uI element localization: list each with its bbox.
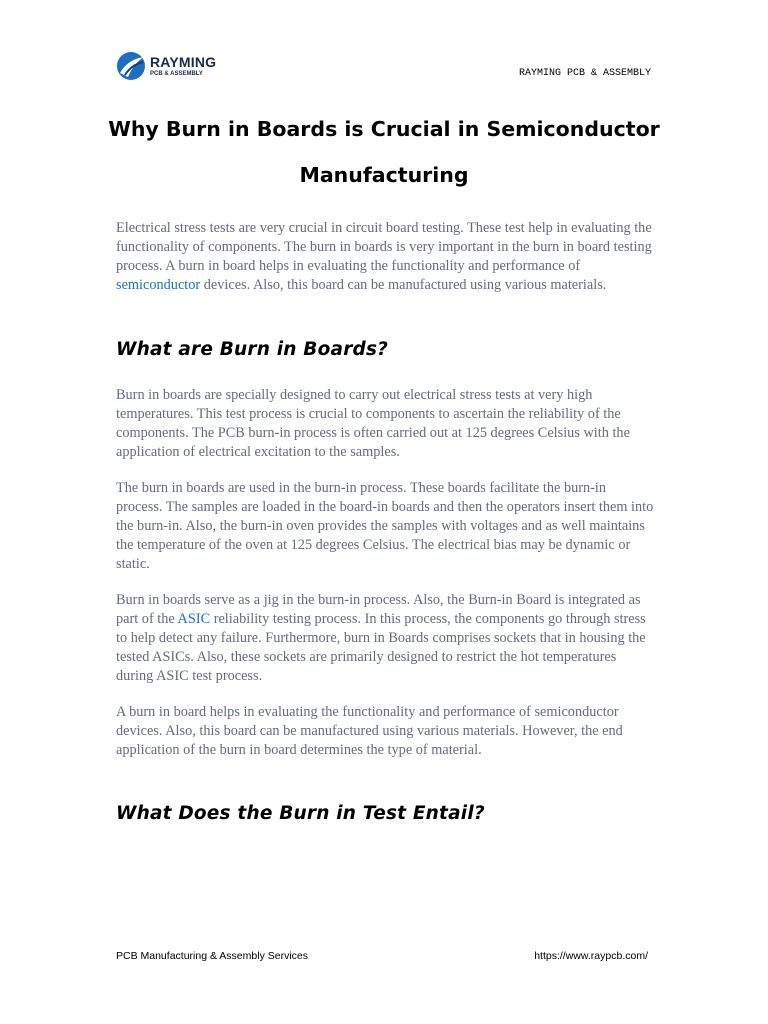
section1-paragraph-3 bbox=[116, 591, 656, 686]
footer-url[interactable]: https://www.raypcb.com/ bbox=[534, 950, 648, 962]
section1-paragraph-2: The burn in boards are used in the burn-in process. These boards facilitate the burn-in process. The samples are loaded in the board-in boards and then the operators insert them into the burn-in. Also, the burn-in oven provides the samples with voltages and as well maintains the temperature of the oven at 125 degrees Celsius. The electrical bias may be dynamic or static. bbox=[116, 480, 654, 572]
p3-text-after: reliability testing process. In this process, the components go through stress to help detect any failure. Furthermore, burn in Boards comprises sockets that in housing the tested ASICs. Also, these sockets are primarily designed to restrict the hot temperatures during ASIC test process. bbox=[116, 611, 646, 684]
asic-link[interactable]: ASIC bbox=[177, 611, 211, 627]
intro-text-after: devices. Also, this board can be manufactured using various materials. bbox=[200, 277, 607, 293]
rayming-logo-icon bbox=[116, 51, 146, 81]
logo-tagline: PCB & ASSEMBLY bbox=[150, 71, 203, 77]
section-heading-burn-in-test: What Does the Burn in Test Entail? bbox=[116, 803, 485, 824]
semiconductor-link[interactable]: semiconductor bbox=[116, 277, 201, 293]
section-heading-what-are-burn-in-boards: What are Burn in Boards? bbox=[116, 339, 389, 360]
page-title bbox=[60, 106, 708, 198]
title-line-2: Manufacturing bbox=[299, 163, 469, 187]
section1-paragraph-1: Burn in boards are specially designed to carry out electrical stress tests at very high temperatures. This test process is crucial to components to ascertain the reliability of the components. The PCB burn-in process is often carried out at 125 degrees Celsius with the application of electrical excitation to the samples. bbox=[116, 387, 630, 460]
footer-services: PCB Manufacturing & Assembly Services bbox=[116, 950, 308, 962]
intro-text-before: Electrical stress tests are very crucial in circuit board testing. These test help in evaluating the functionality of components. The burn in boards is very important in the burn in board testing process. A burn in board helps in evaluating the functionality and performance of bbox=[116, 220, 652, 274]
logo-name: RAYMING bbox=[150, 54, 217, 70]
header-company-name: RAYMING PCB & ASSEMBLY bbox=[518, 68, 651, 79]
section1-paragraph-4: A burn in board helps in evaluating the functionality and performance of semiconductor devices. Also, this board can be manufactured using various materials. However, the end application of the burn in board determines the type of material. bbox=[116, 704, 623, 758]
intro-paragraph bbox=[116, 219, 656, 295]
title-line-1: Why Burn in Boards is Crucial in Semiconductor bbox=[108, 117, 660, 141]
p3-text-before: Burn in boards serve as a jig in the burn-in process. Also, the Burn-in Board is integrated as part of the bbox=[116, 592, 641, 627]
company-logo bbox=[116, 50, 226, 82]
